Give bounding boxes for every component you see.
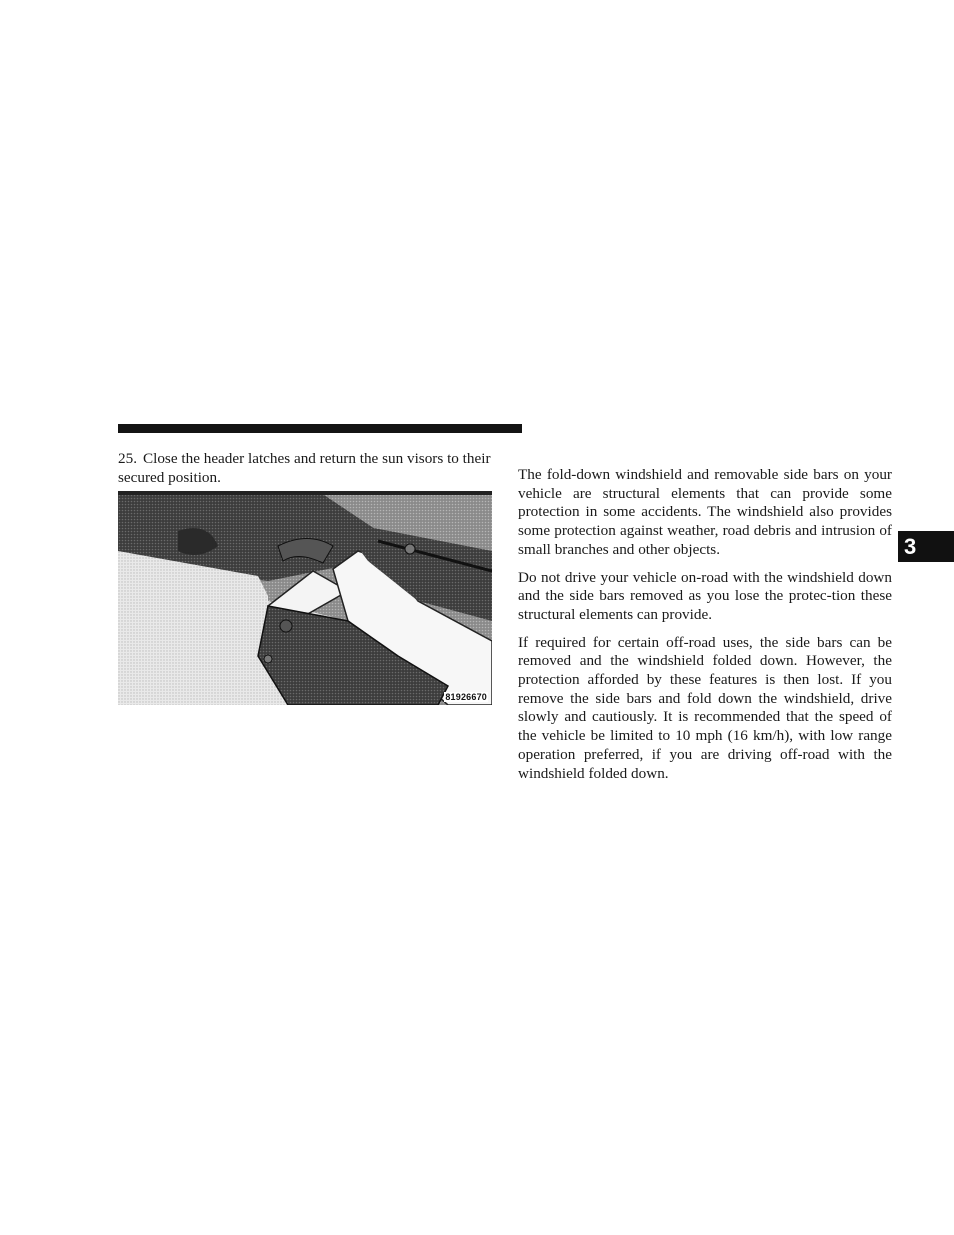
paragraph-do-not-drive: Do not drive your vehicle on-road with the windshield down and the side bars removed as you lose the protec-tion these structural elements can provide. (518, 568, 892, 623)
body-text (518, 466, 892, 792)
chapter-tab: 3 (898, 531, 954, 562)
paragraph-structural-elements: The fold-down windshield and removable side bars on your vehicle are structural elements that can provide some protection in some accidents. The windshield also provides some protection against weather, road debris and intrusion of small branches and other objects. (518, 466, 892, 558)
paragraph-off-road-use: If required for certain off-road uses, the side bars can be removed and the windshield folded down. However, the protection afforded by these features is then lost. If you remove the side bars and fold down the windshield, drive slowly and cautiously. It is recommended that the speed of the vehicle be limited to 10 mph (16 km/h), with low range operation preferred, if you are driving off-road with the windshield folded down. (518, 633, 892, 782)
header-latch-drawing (118, 491, 492, 705)
step-number: 25. (118, 450, 137, 467)
figure-id-label: 81926670 (445, 692, 487, 702)
sun-visor-illustration (118, 491, 492, 705)
step-instruction (118, 449, 492, 487)
section-rule (118, 424, 522, 433)
step-text: Close the header latches and return the sun visors to their secured position. (118, 450, 491, 486)
